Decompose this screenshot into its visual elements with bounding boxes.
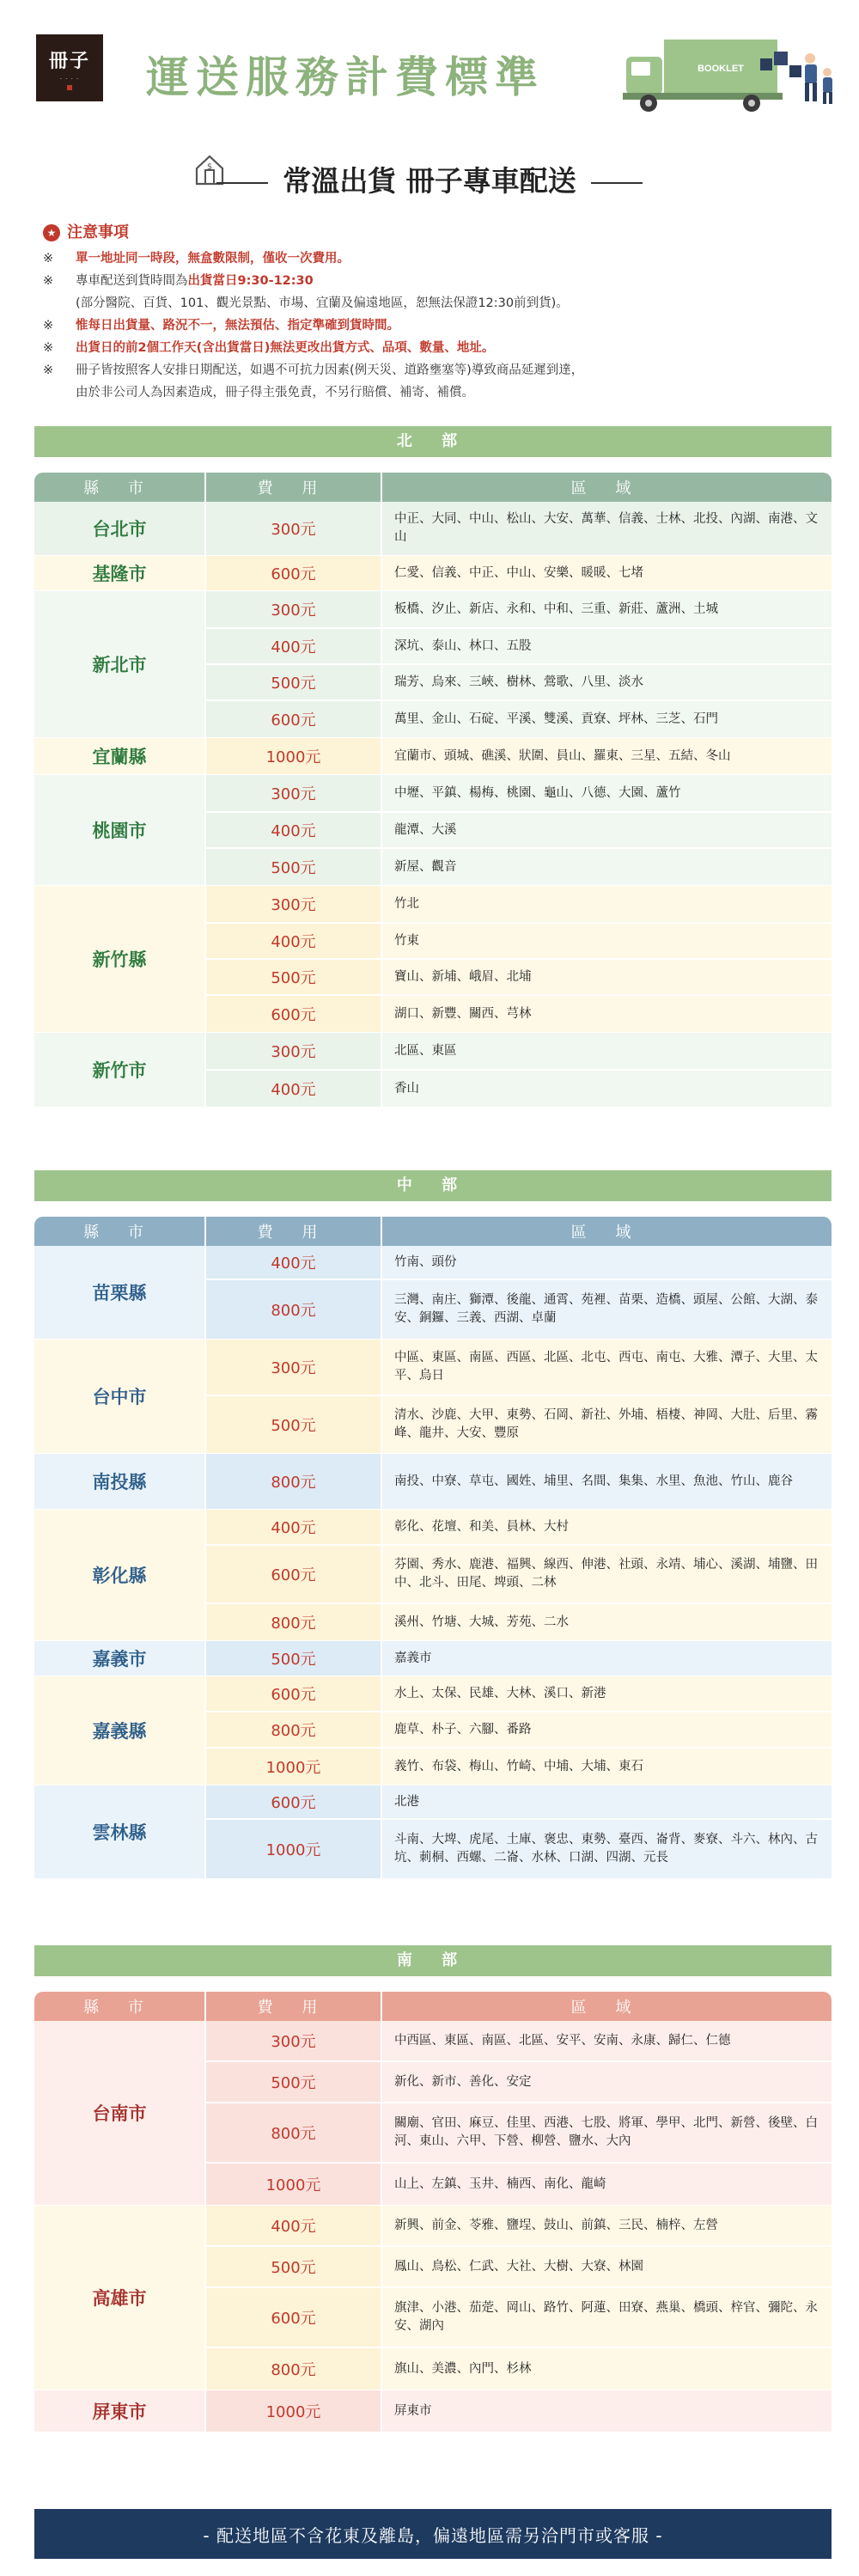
svg-text:$: $	[206, 162, 213, 172]
header-area: 區 域	[570, 1999, 643, 2017]
area-list: 鳳山、鳥松、仁武、大社、大樹、大寮、林園	[382, 2247, 832, 2286]
note-item	[43, 337, 833, 359]
city-name: 台北市	[34, 502, 206, 555]
city-name: 桃園市	[34, 775, 206, 885]
city-name: 苗栗縣	[34, 1246, 206, 1339]
fee-value: 400元	[206, 1071, 382, 1107]
fee-row	[206, 2247, 832, 2288]
region-bar-north: 北 部	[34, 426, 832, 457]
area-list: 彰化、花壇、和美、員林、大村	[382, 1510, 832, 1544]
city-group	[34, 886, 832, 1033]
fee-row	[206, 996, 832, 1032]
fee-value: 1000元	[206, 738, 382, 774]
fee-row	[206, 665, 832, 701]
fee-value: 1000元	[206, 1820, 382, 1878]
fee-row	[206, 701, 832, 737]
fee-value: 400元	[206, 1510, 382, 1544]
north-fee-table	[34, 473, 832, 1108]
fee-row	[206, 886, 832, 924]
area-list: 清水、沙鹿、大甲、東勢、石岡、新社、外埔、梧棲、神岡、大肚、后里、霧峰、龍井、大安、豐原	[382, 1396, 832, 1453]
city-name: 嘉義市	[34, 1641, 206, 1676]
note-mark: ※	[43, 252, 54, 266]
fee-row	[206, 1676, 832, 1712]
fee-row	[206, 813, 832, 849]
city-name: 新北市	[34, 591, 206, 737]
note-text: 單一地址同一時段，無盒數限制，僅收一次費用。	[76, 252, 350, 266]
header-city: 縣 市	[34, 1992, 206, 2021]
area-list: 中正、大同、中山、松山、大安、萬華、信義、士林、北投、內湖、南港、文山	[382, 502, 832, 555]
city-name: 彰化縣	[34, 1510, 206, 1640]
page-title: 運送服務計費標準	[146, 52, 545, 102]
fee-row	[206, 1712, 832, 1749]
city-group	[34, 1785, 832, 1879]
header-city: 縣 市	[34, 1217, 206, 1246]
city-group	[34, 738, 832, 775]
note-text: 出貨日的前2個工作天(含出貨當日)無法更改出貨方式、品項、數量、地址。	[76, 341, 495, 355]
note-text-part: 冊子皆按照客人安排日期配送，如遇不可抗力因素(例天災、道路壅塞等)導致商品延遲到達，	[76, 363, 584, 377]
area-list: 瑞芳、烏來、三峽、樹林、鶯歌、八里、淡水	[382, 665, 832, 699]
note-item	[43, 359, 833, 404]
fee-value: 300元	[206, 775, 382, 811]
city-name: 台中市	[34, 1340, 206, 1453]
area-list: 三灣、南庄、獅潭、後龍、通霄、苑裡、苗栗、造橋、頭屋、公館、大湖、泰安、銅鑼、三義、西湖、卓蘭	[382, 1280, 832, 1339]
header-fee: 費 用	[206, 1992, 382, 2021]
fee-row	[206, 1546, 832, 1604]
area-list: 義竹、布袋、梅山、竹崎、中埔、大埔、東石	[382, 1749, 832, 1785]
area-list: 中壢、平鎮、楊梅、桃園、龜山、八德、大園、蘆竹	[382, 775, 832, 811]
note-text-sub: 由於非公司人為因素造成，冊子得主張免責，不另行賠償、補寄、補償。	[76, 386, 474, 400]
fee-value: 400元	[206, 924, 382, 958]
subtitle	[0, 159, 859, 199]
city-group	[34, 1676, 832, 1785]
city-group	[34, 1454, 832, 1510]
fee-row	[206, 2021, 832, 2062]
delivery-truck-icon	[623, 33, 838, 119]
area-list: 芬園、秀水、鹿港、福興、線西、伸港、社頭、永靖、埔心、溪湖、埔鹽、田中、北斗、田尾、埤頭、二林	[382, 1546, 832, 1602]
area-list: 中區、東區、南區、西區、北區、北屯、西屯、南屯、大雅、潭子、大里、太平、烏日	[382, 1340, 832, 1395]
fee-value: 300元	[206, 1033, 382, 1069]
city-name: 新竹縣	[34, 886, 206, 1032]
fee-value: 600元	[206, 556, 382, 590]
fee-value: 300元	[206, 1340, 382, 1395]
area-list: 嘉義市	[382, 1641, 832, 1676]
subtitle-text: 常溫出貨 冊子專車配送	[283, 164, 576, 198]
fee-row	[206, 775, 832, 813]
note-text	[76, 270, 569, 314]
subtitle-left-dash	[216, 182, 268, 184]
fee-value: 400元	[206, 2206, 382, 2245]
note-text: 惟每日出貨量、路況不一，無法預估、指定準確到貨時間。	[76, 319, 399, 333]
fee-row	[206, 1604, 832, 1640]
city-group	[34, 1340, 832, 1454]
area-list: 深坑、泰山、林口、五股	[382, 629, 832, 663]
fee-value: 600元	[206, 996, 382, 1032]
notes-heading	[43, 222, 833, 244]
logo-subtext: · · · ·	[59, 75, 80, 82]
fee-value: 400元	[206, 1246, 382, 1279]
area-list: 宜蘭市、頭城、礁溪、狀圍、員山、羅東、三星、五結、冬山	[382, 738, 832, 774]
city-name: 基隆市	[34, 556, 206, 590]
fee-row	[206, 1510, 832, 1546]
fee-value: 600元	[206, 1676, 382, 1711]
header	[0, 0, 859, 142]
note-item	[43, 270, 833, 314]
table-header	[34, 473, 832, 502]
fee-row	[206, 738, 832, 774]
city-name: 嘉義縣	[34, 1676, 206, 1785]
city-group	[34, 775, 832, 886]
fee-value: 800元	[206, 2103, 382, 2162]
region-bar-south: 南 部	[34, 1945, 832, 1976]
fee-row	[206, 629, 832, 665]
fee-row	[206, 1071, 832, 1107]
fee-row	[206, 1033, 832, 1071]
fee-value: 400元	[206, 813, 382, 847]
area-list: 山上、左鎮、玉井、楠西、南化、龍崎	[382, 2164, 832, 2205]
area-list: 新化、新市、善化、安定	[382, 2062, 832, 2102]
city-name: 高雄市	[34, 2206, 206, 2390]
fee-value: 800元	[206, 1280, 382, 1339]
city-group	[34, 591, 832, 738]
fee-row	[206, 849, 832, 885]
area-list: 香山	[382, 1071, 832, 1107]
note-mark: ※	[43, 363, 54, 377]
city-group	[34, 2390, 832, 2433]
fee-value: 500元	[206, 2062, 382, 2102]
note-text-sub: (部分醫院、百貨、101、觀光景點、市場、宜蘭及偏遠地區，恕無法保證12:30前到貨)。	[76, 296, 569, 310]
note-mark: ※	[43, 274, 54, 288]
footer-note: - 配送地區不含花東及離島，偏遠地區需另洽門市或客服 -	[34, 2509, 832, 2559]
star-icon: ★	[43, 224, 60, 241]
fee-value: 400元	[206, 629, 382, 663]
area-list: 龍潭、大溪	[382, 813, 832, 847]
area-list: 竹北	[382, 886, 832, 922]
fee-value: 1000元	[206, 1749, 382, 1785]
fee-row	[206, 2103, 832, 2164]
city-group	[34, 1246, 832, 1340]
fee-row	[206, 924, 832, 960]
fee-row	[206, 2348, 832, 2390]
fee-row	[206, 556, 832, 590]
fee-row	[206, 1820, 832, 1878]
notes-heading-text: 注意事項	[67, 223, 129, 241]
header-fee: 費 用	[206, 1217, 382, 1246]
fee-value: 300元	[206, 591, 382, 627]
fee-value: 1000元	[206, 2164, 382, 2205]
city-group	[34, 2021, 832, 2206]
area-list: 溪州、竹塘、大城、芳苑、二水	[382, 1604, 832, 1640]
area-list: 仁愛、信義、中正、中山、安樂、暖暖、七堵	[382, 556, 832, 590]
fee-value: 500元	[206, 960, 382, 994]
fee-row	[206, 1340, 832, 1396]
area-list: 斗南、大埤、虎尾、土庫、褒忠、東勢、臺西、崙背、麥寮、斗六、林內、古坑、莿桐、西螺、二崙、水林、口湖、四湖、元長	[382, 1820, 832, 1878]
logo-seal	[67, 85, 72, 90]
central-fee-table	[34, 1217, 832, 1879]
note-mark: ※	[43, 319, 54, 333]
fee-value: 500元	[206, 2247, 382, 2286]
fee-value: 600元	[206, 2288, 382, 2347]
note-item	[43, 314, 833, 337]
area-list: 關廟、官田、麻豆、佳里、西港、七股、將軍、學甲、北門、新營、後壁、白河、東山、六甲、下營、柳營、鹽水、大內	[382, 2103, 832, 2162]
area-list: 寶山、新埔、峨眉、北埔	[382, 960, 832, 994]
area-list: 湖口、新豐、關西、芎林	[382, 996, 832, 1032]
fee-row	[206, 960, 832, 996]
city-group	[34, 556, 832, 591]
subtitle-right-dash	[591, 182, 643, 184]
fee-row	[206, 1749, 832, 1785]
header-area: 區 域	[570, 479, 643, 497]
city-group	[34, 1641, 832, 1676]
fee-value: 1000元	[206, 2390, 382, 2432]
header-fee: 費 用	[206, 473, 382, 502]
table-header	[34, 1992, 832, 2021]
fee-row	[206, 1454, 832, 1509]
header-area: 區 域	[570, 1224, 643, 1242]
fee-value: 500元	[206, 1641, 382, 1676]
area-list: 旗山、美濃、內門、杉林	[382, 2348, 832, 2390]
city-name: 新竹市	[34, 1033, 206, 1107]
city-group	[34, 1510, 832, 1641]
fee-value: 300元	[206, 502, 382, 555]
notes-section	[43, 222, 833, 404]
fee-row	[206, 2390, 832, 2432]
fee-value: 500元	[206, 1396, 382, 1453]
fee-value: 500元	[206, 849, 382, 885]
fee-value: 600元	[206, 1546, 382, 1602]
area-list: 鹿草、朴子、六腳、番路	[382, 1712, 832, 1747]
fee-value: 500元	[206, 665, 382, 699]
fee-value: 800元	[206, 1604, 382, 1640]
fee-value: 800元	[206, 1712, 382, 1747]
fee-row	[206, 2288, 832, 2348]
city-name: 台南市	[34, 2021, 206, 2205]
brand-logo	[36, 34, 103, 101]
area-list: 竹南、頭份	[382, 1246, 832, 1279]
area-list: 水上、太保、民雄、大林、溪口、新港	[382, 1676, 832, 1711]
note-text	[76, 359, 583, 404]
fee-row	[206, 502, 832, 555]
fee-row	[206, 1641, 832, 1676]
note-mark: ※	[43, 341, 54, 355]
fee-value: 300元	[206, 2021, 382, 2060]
fee-row	[206, 591, 832, 629]
city-group	[34, 502, 832, 556]
area-list: 南投、中寮、草屯、國姓、埔里、名間、集集、水里、魚池、竹山、鹿谷	[382, 1454, 832, 1509]
area-list: 中西區、東區、南區、北區、安平、安南、永康、歸仁、仁德	[382, 2021, 832, 2060]
fee-value: 600元	[206, 701, 382, 737]
header-city: 縣 市	[34, 473, 206, 502]
area-list: 竹東	[382, 924, 832, 958]
city-name: 宜蘭縣	[34, 738, 206, 774]
city-name: 屏東市	[34, 2390, 206, 2432]
city-group	[34, 1033, 832, 1108]
fee-row	[206, 1280, 832, 1339]
city-name: 雲林縣	[34, 1785, 206, 1878]
fee-value: 300元	[206, 886, 382, 922]
note-text-part: 專車配送到貨時間為	[76, 274, 188, 288]
area-list: 板橋、汐止、新店、永和、中和、三重、新莊、蘆洲、土城	[382, 591, 832, 627]
area-list: 北港	[382, 1785, 832, 1818]
area-list: 旗津、小港、茄萣、岡山、路竹、阿蓮、田寮、燕巢、橋頭、梓官、彌陀、永安、湖內	[382, 2288, 832, 2347]
fee-row	[206, 2062, 832, 2103]
fee-value: 800元	[206, 1454, 382, 1509]
fee-value: 800元	[206, 2348, 382, 2390]
fee-row	[206, 2164, 832, 2205]
logo-text: 冊子	[48, 49, 90, 72]
area-list: 新屋、觀音	[382, 849, 832, 885]
fee-row	[206, 1785, 832, 1820]
table-header	[34, 1217, 832, 1246]
note-item	[43, 247, 833, 270]
fee-row	[206, 1246, 832, 1280]
fee-row	[206, 2206, 832, 2247]
city-name: 南投縣	[34, 1454, 206, 1509]
fee-row	[206, 1396, 832, 1453]
area-list: 新興、前金、苓雅、鹽埕、鼓山、前鎮、三民、楠梓、左營	[382, 2206, 832, 2245]
truck-label: BOOKLET	[698, 64, 744, 74]
area-list: 北區、東區	[382, 1033, 832, 1069]
south-fee-table	[34, 1992, 832, 2433]
city-group	[34, 2206, 832, 2390]
region-bar-central: 中 部	[34, 1170, 832, 1201]
area-list: 屏東市	[382, 2390, 832, 2432]
area-list: 萬里、金山、石碇、平溪、雙溪、貢寮、坪林、三芝、石門	[382, 701, 832, 737]
note-highlight: 出貨當日9:30-12:30	[187, 274, 314, 288]
fee-value: 600元	[206, 1785, 382, 1818]
